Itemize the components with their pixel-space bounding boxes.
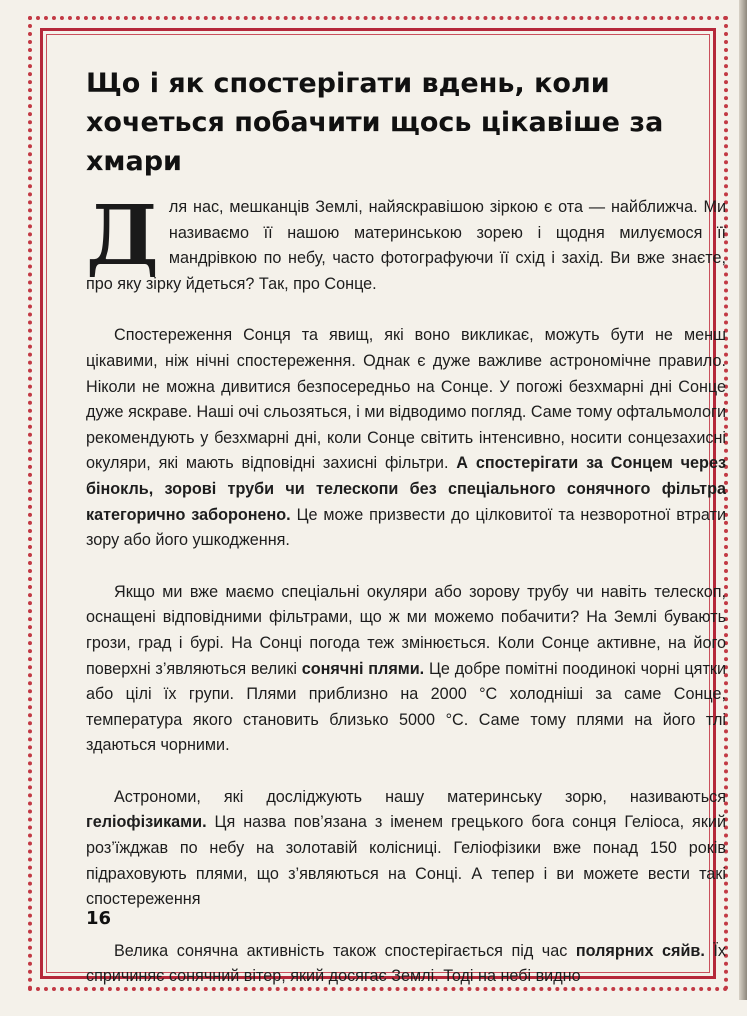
page-edge-shadow bbox=[739, 0, 747, 1000]
paragraph-auroras bbox=[86, 939, 726, 990]
paragraph-heliophysics bbox=[86, 785, 726, 913]
term-auroras: полярних сяйв. bbox=[575, 941, 705, 960]
page-number: 16 bbox=[86, 908, 112, 929]
intro-text: ля нас, мешканців Землі, найяскравішою зіркою є ота — найближча. Ми називаємо її нашою материнською зорею і щодня милуємося її мандрівкою по небу, часто фотографуючи її схід і захід. Ви вже знаєте, про яку зірку йдеться? Так, про Сонце. bbox=[86, 198, 726, 293]
paragraph-text: Ця назва пов’язана з іменем грецького бога сонця Геліоса, який роз’їжджав по небу на золотавій колісниці. Геліофізики вже понад 150 років підраховують плями, що з’являються на Сонці. А тепер і ви можете вести такі спостереження bbox=[86, 813, 726, 909]
page-title: Що і як спостерігати вдень, коли хочеться побачити щось цікавіше за хмари bbox=[86, 68, 664, 177]
term-sunspots: сонячні плями. bbox=[301, 659, 425, 678]
paragraph-sunspots bbox=[86, 580, 726, 759]
article-body bbox=[86, 64, 726, 1016]
paragraph-text: Це добре помітні поодинокі чорні цятки або цілі їх групи. Плями приблизно на 2000 °С холодніші за саме Сонце, температура якого становить близько 5000 °С. Саме тому плями на його тлі здаються чорними. bbox=[86, 659, 726, 755]
paragraph-text: Їх спричиняє сонячний вітер, який досягає Землі. Тоді на небі видно bbox=[86, 941, 726, 986]
paragraph-text: Якщо ми вже маємо спеціальні окуляри або зорову трубу чи навіть телескоп, оснащені відповідними фільтрами, що ж ми можемо побачити? На Землі бувають грози, град і бурі. На Сонці погода теж змінюється. Коли Сонце активне, на його поверхні з’являються великі bbox=[86, 582, 726, 678]
paragraph-safety bbox=[86, 323, 726, 553]
paragraph-text: Спостереження Сонця та явищ, які воно викликає, можуть бути не менш цікавими, ніж нічні спостереження. Однак є дуже важливе астрономічне правило. Ніколи не можна дивитися безпосередньо на Сонце. У погожі безхмарні дні Сонце дуже яскраве. Наші очі сльозяться, і ми відводимо погляд. Саме тому офтальмологи рекомендують у безхмарні дні, коли Сонце світить інтенсивно, носити сонцезахисні окуляри, які мають відповідні захисні фільтри. bbox=[86, 326, 726, 473]
intro-paragraph bbox=[86, 188, 726, 297]
paragraph-text: Велика сонячна активність також спостерігається під час bbox=[114, 941, 576, 960]
paragraph-text: Це може призвести до цілковитої та незворотної втрати зору або його ушкодження. bbox=[86, 505, 727, 550]
paragraph-text: Астрономи, які досліджують нашу материнську зорю, називаються bbox=[114, 787, 726, 806]
term-heliophysicists: геліофізиками. bbox=[86, 813, 207, 832]
drop-cap: Д bbox=[86, 188, 159, 284]
warning-bold-text: А спостерігати за Сонцем через бінокль, зорові труби чи телескопи без спеціального сонячного фільтра категорично заборонено. bbox=[86, 454, 726, 524]
